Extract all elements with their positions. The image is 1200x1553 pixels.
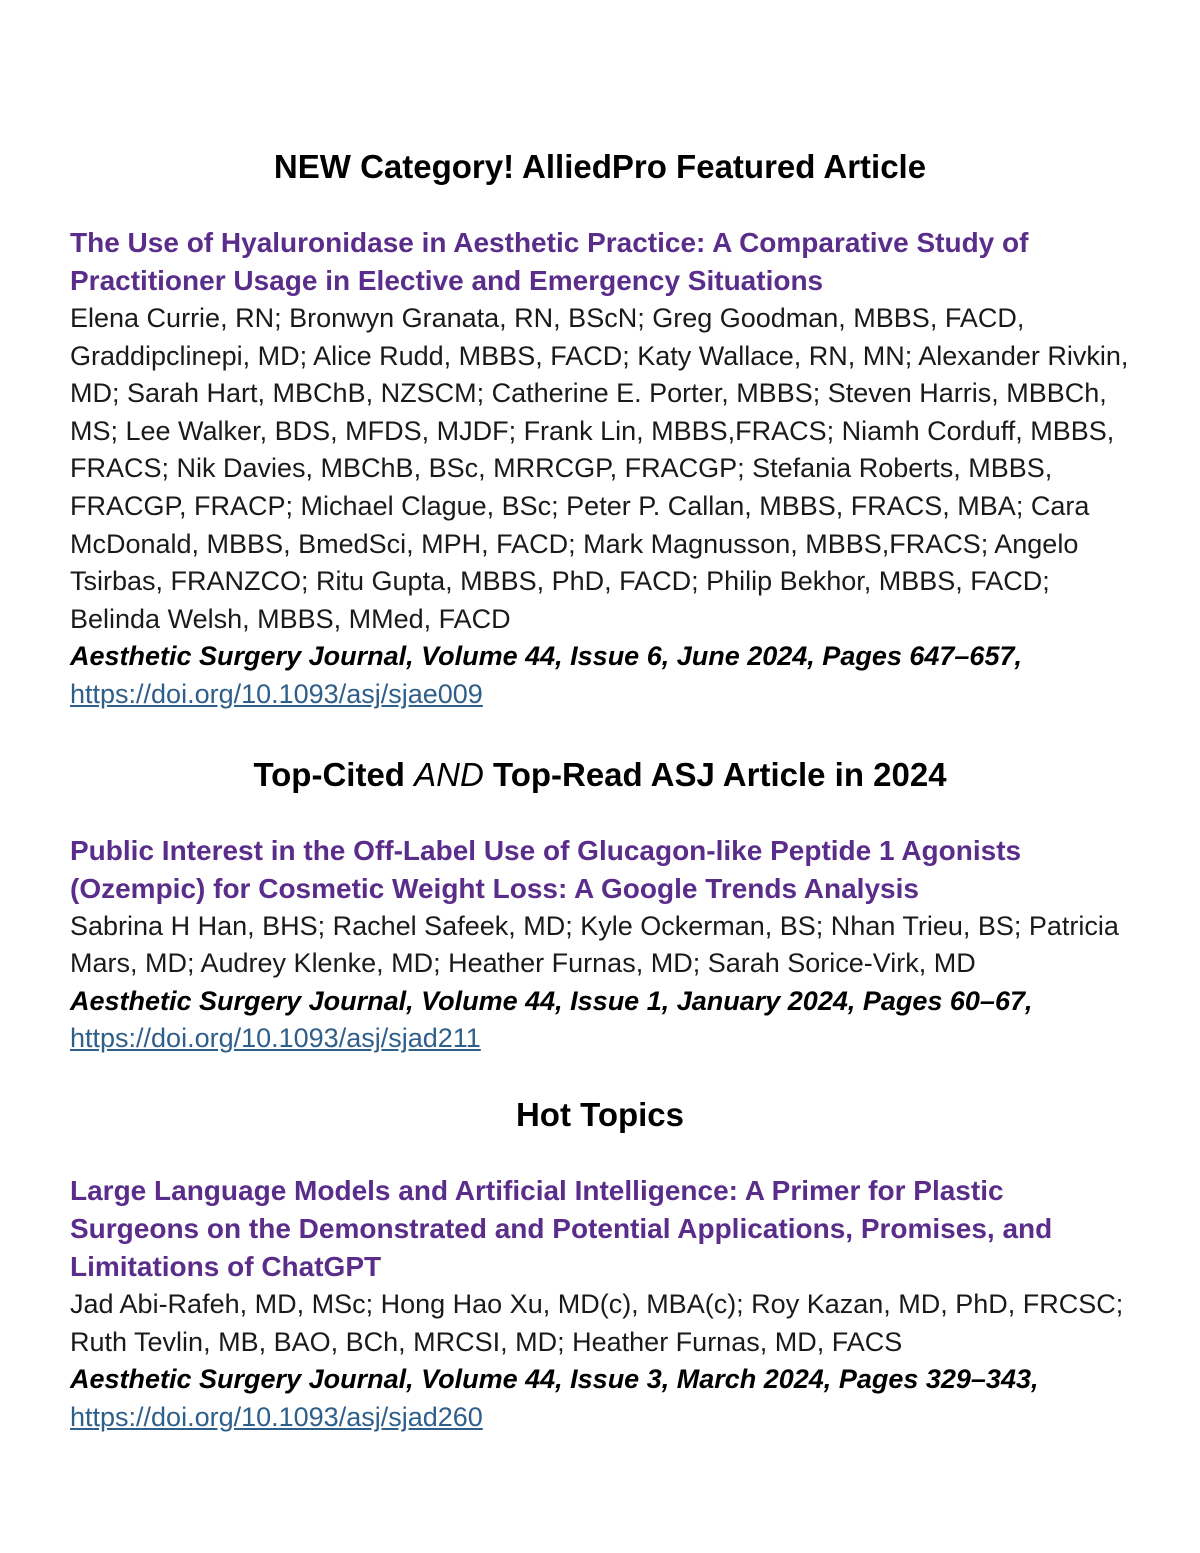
article-title[interactable]: Large Language Models and Artificial Intelligence: A Primer for Plastic Surgeons on the Demonstrated and Potential Applications, Promises, and Limitations of ChatGPT xyxy=(70,1174,1053,1282)
article-authors: Sabrina H Han, BHS; Rachel Safeek, MD; Kyle Ockerman, BS; Nhan Trieu, BS; Patricia Mars, MD; Audrey Klenke, MD; Heather Furnas, MD; Sarah Sorice-Virk, MD xyxy=(70,910,1119,979)
article-citation: Aesthetic Surgery Journal, Volume 44, Issue 6, June 2024, Pages 647–657, xyxy=(70,641,1022,672)
heading-text-bold-2: Top-Read ASJ Article in 2024 xyxy=(492,755,947,793)
section-heading-hot-topics xyxy=(70,1094,1130,1136)
article-top-cited xyxy=(70,832,1130,1058)
doi-link[interactable]: https://doi.org/10.1093/asj/sjad211 xyxy=(70,1023,481,1054)
article-title[interactable]: Public Interest in the Off-Label Use of Glucagon-like Peptide 1 Agonists (Ozempic) for Cosmetic Weight Loss: A Google Trends Analysis xyxy=(70,834,1022,904)
article-title[interactable]: The Use of Hyaluronidase in Aesthetic Practice: A Comparative Study of Practitioner Usage in Elective and Emergency Situations xyxy=(70,227,1029,296)
article-hot-topics xyxy=(70,1172,1130,1436)
section-heading-top-cited xyxy=(70,754,1130,796)
doi-link[interactable]: https://doi.org/10.1093/asj/sjad260 xyxy=(70,1401,483,1432)
article-authors: Jad Abi-Rafeh, MD, MSc; Hong Hao Xu, MD(c), MBA(c); Roy Kazan, MD, PhD, FRCSC; Ruth Tevlin, MB, BAO, BCh, MRCSI, MD; Heather Furnas, MD, FACS xyxy=(70,1288,1124,1357)
article-citation: Aesthetic Surgery Journal, Volume 44, Issue 3, March 2024, Pages 329–343, xyxy=(70,1364,1039,1395)
article-featured xyxy=(70,224,1130,714)
heading-text: NEW Category! AlliedPro Featured Article xyxy=(273,148,927,185)
section-heading-featured xyxy=(70,146,1130,188)
heading-text: Hot Topics xyxy=(515,1095,685,1133)
heading-text-italic: AND xyxy=(414,755,484,793)
article-authors: Elena Currie, RN; Bronwyn Granata, RN, BScN; Greg Goodman, MBBS, FACD, Graddipclinepi, MD; Alice Rudd, MBBS, FACD; Katy Wallace, RN, MN; Alexander Rivkin, MD; Sarah Hart, MBChB, NZSCM; Catherine E. Porter, MBBS; Steven Harris, MBBCh, MS; Lee Walker, BDS, MFDS, MJDF; Frank Lin, MBBS,FRACS; Niamh Corduff, MBBS, FRACS; Nik Davies, MBChB, BSc, MRRCGP, FRACGP; Stefania Roberts, MBBS, FRACGP, FRACP; Michael Clague, BSc; Peter P. Callan, MBBS, FRACS, MBA; Cara McDonald, MBBS, BmedSci, MPH, FACD; Mark Magnusson, MBBS,FRACS; Angelo Tsirbas, FRANZCO; Ritu Gupta, MBBS, PhD, FACD; Philip Bekhor, MBBS, FACD; Belinda Welsh, MBBS, MMed, FACD xyxy=(70,303,1129,634)
heading-text-bold-1: Top-Cited xyxy=(253,755,405,793)
article-citation: Aesthetic Surgery Journal, Volume 44, Issue 1, January 2024, Pages 60–67, xyxy=(70,985,1033,1016)
doi-link[interactable]: https://doi.org/10.1093/asj/sjae009 xyxy=(70,678,483,709)
